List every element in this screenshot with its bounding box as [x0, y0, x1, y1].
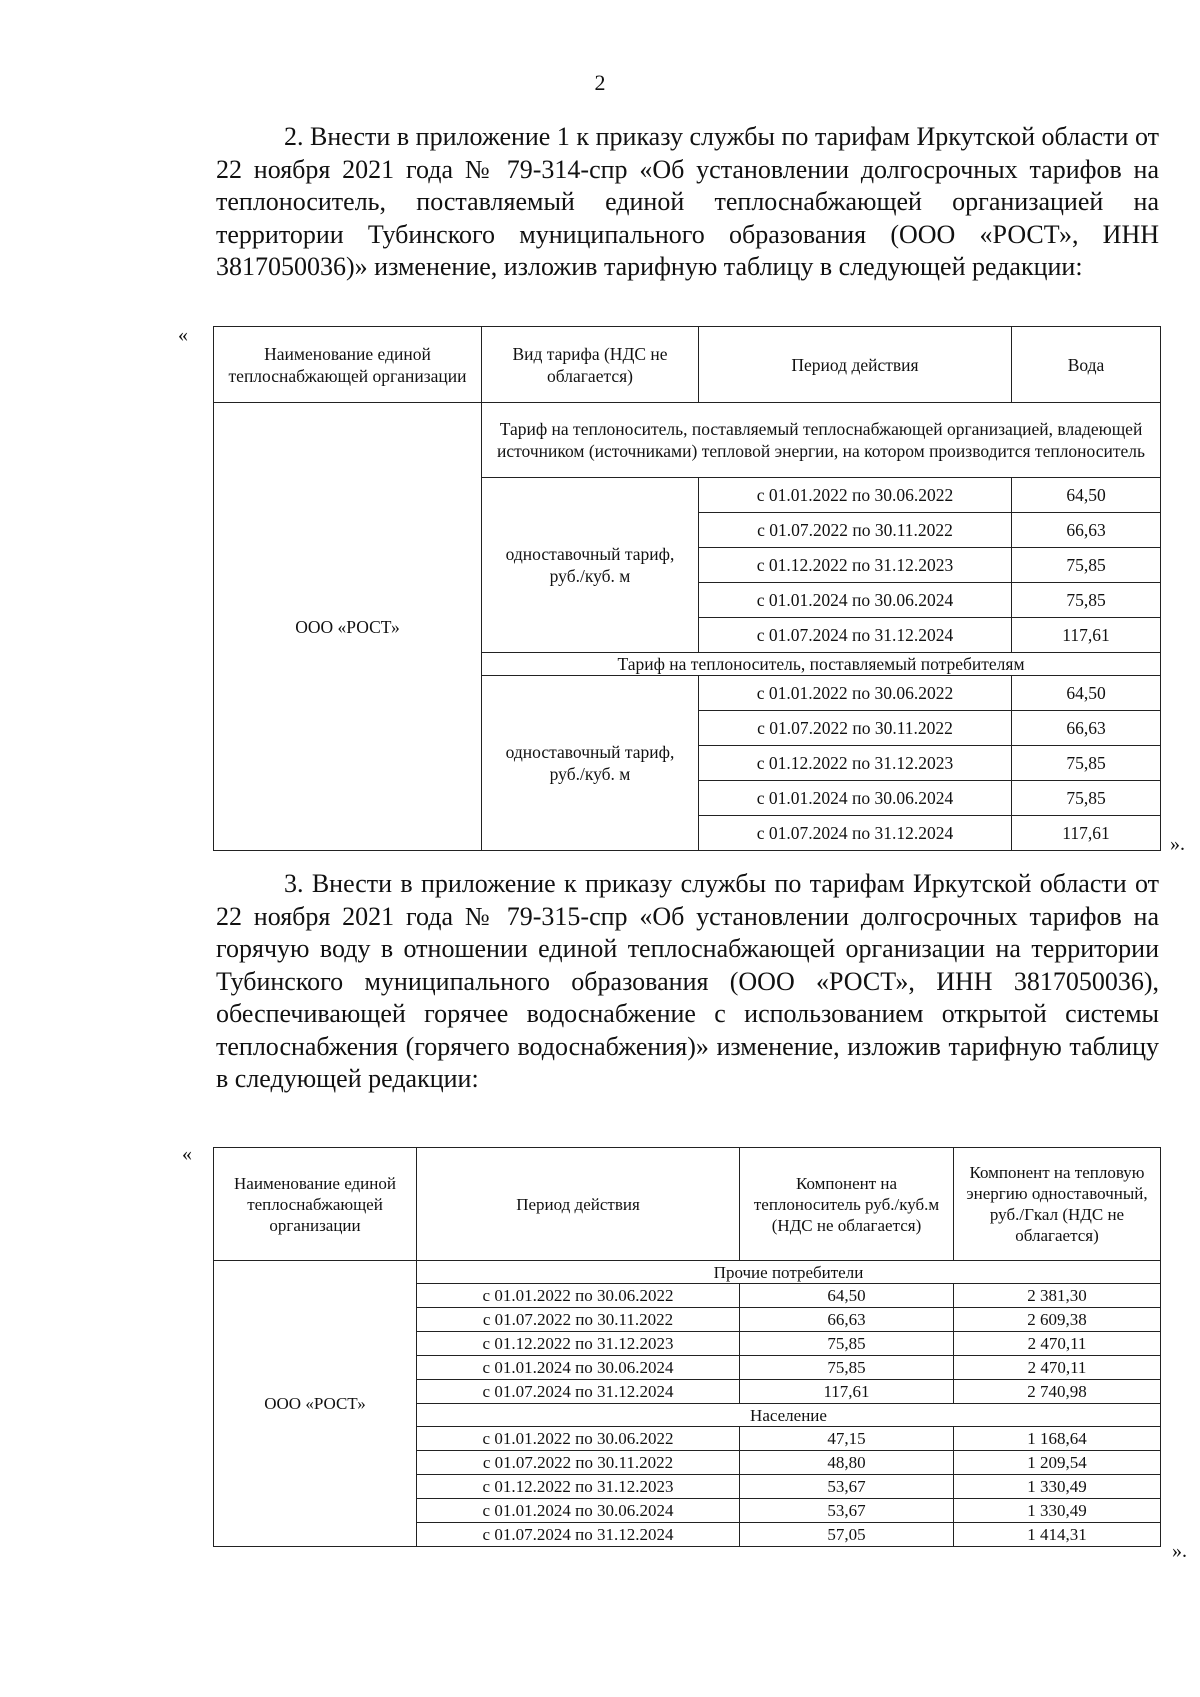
table2-header-carrier: Компонент на теплоноситель руб./куб.м (НДС не облагается)	[740, 1148, 954, 1261]
table1-value: 66,63	[1012, 711, 1161, 746]
table1-period: с 01.12.2022 по 31.12.2023	[699, 548, 1012, 583]
tariff-table-carrier	[213, 326, 1161, 851]
table1-period: с 01.01.2024 по 30.06.2024	[699, 781, 1012, 816]
table2-carrier: 117,61	[740, 1380, 954, 1404]
table2-period: с 01.01.2022 по 30.06.2022	[417, 1284, 740, 1308]
table2-energy: 1 330,49	[954, 1499, 1161, 1523]
table2-energy: 2 609,38	[954, 1308, 1161, 1332]
table1-open-quote: «	[178, 324, 188, 346]
table2-carrier: 64,50	[740, 1284, 954, 1308]
table2-energy: 1 414,31	[954, 1523, 1161, 1547]
table2-period: с 01.01.2024 по 30.06.2024	[417, 1356, 740, 1380]
table2-period: с 01.01.2022 по 30.06.2022	[417, 1427, 740, 1451]
table2-energy: 2 381,30	[954, 1284, 1161, 1308]
table2-header-row	[214, 1148, 1161, 1261]
table1-org-cell: ООО «РОСТ»	[214, 403, 482, 851]
table2-carrier: 53,67	[740, 1475, 954, 1499]
table1-period: с 01.01.2022 по 30.06.2022	[699, 676, 1012, 711]
table2-period: с 01.07.2022 по 30.11.2022	[417, 1451, 740, 1475]
table1-period: с 01.01.2022 по 30.06.2022	[699, 478, 1012, 513]
table1-tariff-type-2: одноставочный тариф, руб./куб. м	[482, 676, 699, 851]
table1-period: с 01.12.2022 по 31.12.2023	[699, 746, 1012, 781]
table2-carrier: 66,63	[740, 1308, 954, 1332]
table1-value: 117,61	[1012, 816, 1161, 851]
table2-carrier: 57,05	[740, 1523, 954, 1547]
table1-section-2: Тариф на теплоноситель, поставляемый потребителям	[482, 653, 1161, 676]
table1-section-1: Тариф на теплоноситель, поставляемый теплоснабжающей организацией, владеющей источником (источниками) тепловой энергии, на котором производится теплоноситель	[482, 403, 1161, 478]
table1-period: с 01.07.2024 по 31.12.2024	[699, 816, 1012, 851]
table2-carrier: 53,67	[740, 1499, 954, 1523]
table1-tariff-type-1: одноставочный тариф, руб./куб. м	[482, 478, 699, 653]
table2-org-cell: ООО «РОСТ»	[214, 1261, 417, 1547]
table2-carrier: 75,85	[740, 1356, 954, 1380]
table1-value: 64,50	[1012, 676, 1161, 711]
paragraph-3-text: 3. Внести в приложение к приказу службы по тарифам Иркутской области от 22 ноября 2021 года № 79-315-спр «Об установлении долгосрочных тарифов на горячую воду в отношении единой теплоснабжающей организации на территории Тубинского муниципального образования (ООО «РОСТ», ИНН 3817050036), обеспечивающей горячее водоснабжение с использованием открытой системы теплоснабжения (горячего водоснабжения)» изменение, изложив тарифную таблицу в следующей редакции:	[216, 869, 1159, 1093]
table2-period: с 01.12.2022 по 31.12.2023	[417, 1332, 740, 1356]
table2-period: с 01.07.2024 по 31.12.2024	[417, 1523, 740, 1547]
table2-header-energy: Компонент на тепловую энергию одноставочный, руб./Гкал (НДС не облагается)	[954, 1148, 1161, 1261]
table1-value: 66,63	[1012, 513, 1161, 548]
tariff-table-hot-water	[213, 1147, 1161, 1547]
table1-value: 75,85	[1012, 548, 1161, 583]
table1-value: 75,85	[1012, 781, 1161, 816]
table2-open-quote: «	[182, 1143, 192, 1165]
table2-carrier: 48,80	[740, 1451, 954, 1475]
table2-energy: 2 470,11	[954, 1332, 1161, 1356]
table2-energy: 1 330,49	[954, 1475, 1161, 1499]
table2-carrier: 47,15	[740, 1427, 954, 1451]
table2-energy: 2 740,98	[954, 1380, 1161, 1404]
table1-header-period: Период действия	[699, 327, 1012, 403]
paragraph-2-text: 2. Внести в приложение 1 к приказу службы по тарифам Иркутской области от 22 ноября 2021 года № 79-314-спр «Об установлении долгосрочных тарифов на теплоноситель, поставляемый единой теплоснабжающей организацией на территории Тубинского муниципального образования (ООО «РОСТ», ИНН 3817050036)» изменение, изложив тарифную таблицу в следующей редакции:	[216, 122, 1159, 281]
table2-period: с 01.07.2022 по 30.11.2022	[417, 1308, 740, 1332]
table1-period: с 01.01.2024 по 30.06.2024	[699, 583, 1012, 618]
table2-energy: 2 470,11	[954, 1356, 1161, 1380]
table2-period: с 01.12.2022 по 31.12.2023	[417, 1475, 740, 1499]
table1-period: с 01.07.2024 по 31.12.2024	[699, 618, 1012, 653]
table1-period: с 01.07.2022 по 30.11.2022	[699, 513, 1012, 548]
table2-header-period: Период действия	[417, 1148, 740, 1261]
table1-header-row	[214, 327, 1161, 403]
paragraph-2	[216, 121, 1159, 284]
table1-close-quote: ».	[1170, 833, 1185, 855]
page-number: 2	[594, 70, 606, 95]
table2-header-org: Наименование единой теплоснабжающей организации	[214, 1148, 417, 1261]
table2-carrier: 75,85	[740, 1332, 954, 1356]
table1-value: 75,85	[1012, 746, 1161, 781]
table2-energy: 1 168,64	[954, 1427, 1161, 1451]
table2-section-2: Население	[417, 1404, 1161, 1427]
table2-period: с 01.07.2024 по 31.12.2024	[417, 1380, 740, 1404]
table1-period: с 01.07.2022 по 30.11.2022	[699, 711, 1012, 746]
table2-close-quote: ».	[1172, 1540, 1187, 1562]
table2-section-1: Прочие потребители	[417, 1261, 1161, 1284]
paragraph-3	[216, 868, 1159, 1096]
table2-energy: 1 209,54	[954, 1451, 1161, 1475]
table1-value: 117,61	[1012, 618, 1161, 653]
table1-header-org: Наименование единой теплоснабжающей организации	[214, 327, 482, 403]
table1-header-water: Вода	[1012, 327, 1161, 403]
table1-value: 75,85	[1012, 583, 1161, 618]
table1-header-type: Вид тарифа (НДС не облагается)	[482, 327, 699, 403]
table2-period: с 01.01.2024 по 30.06.2024	[417, 1499, 740, 1523]
table1-value: 64,50	[1012, 478, 1161, 513]
